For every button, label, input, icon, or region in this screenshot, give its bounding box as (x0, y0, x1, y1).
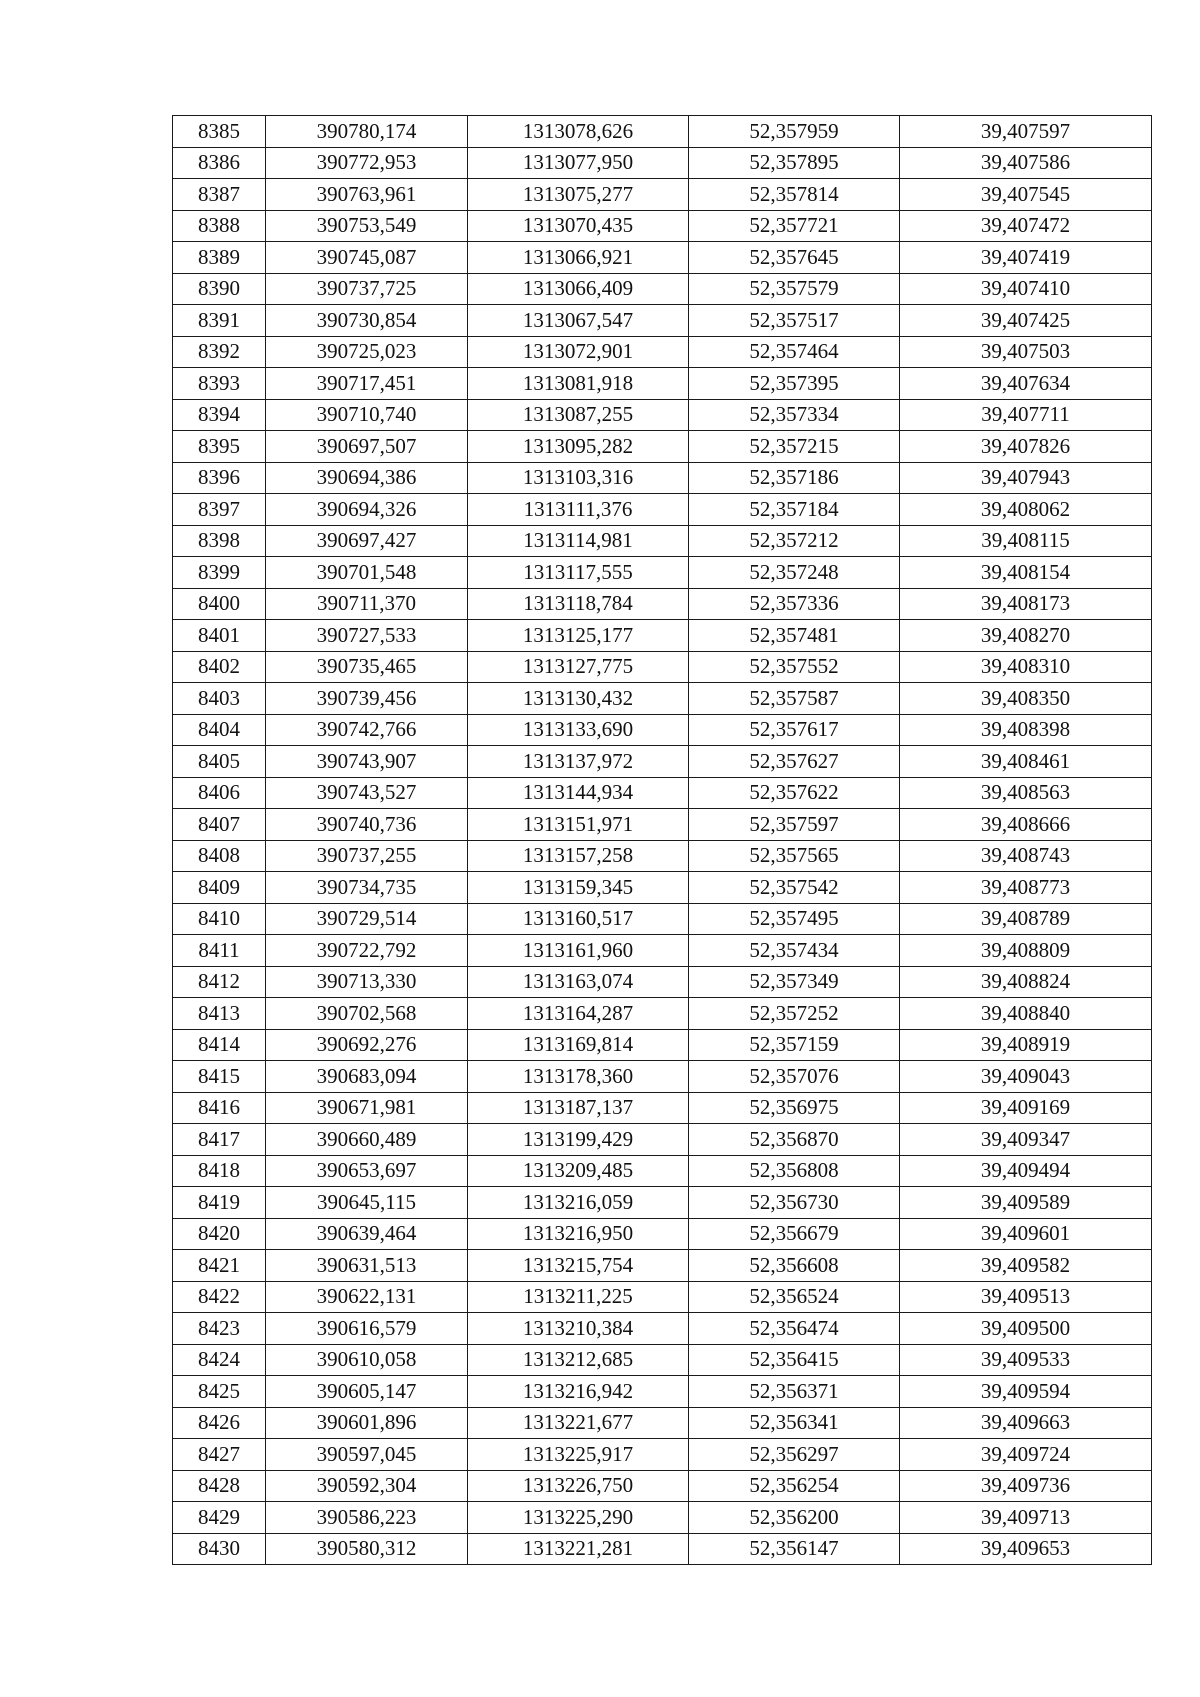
point-number-cell: 8424 (173, 1344, 266, 1376)
y-coordinate-cell: 1313111,376 (468, 494, 689, 526)
table-row (173, 588, 1152, 620)
table-row (173, 1344, 1152, 1376)
y-coordinate-cell: 1313221,677 (468, 1407, 689, 1439)
y-coordinate-cell: 1313087,255 (468, 399, 689, 431)
longitude-cell: 39,409663 (900, 1407, 1152, 1439)
table-row (173, 1502, 1152, 1534)
table-row (173, 305, 1152, 337)
point-number-cell: 8415 (173, 1061, 266, 1093)
y-coordinate-cell: 1313144,934 (468, 777, 689, 809)
y-coordinate-cell: 1313221,281 (468, 1533, 689, 1565)
table-row (173, 1281, 1152, 1313)
point-number-cell: 8395 (173, 431, 266, 463)
table-row (173, 1124, 1152, 1156)
longitude-cell: 39,408809 (900, 935, 1152, 967)
x-coordinate-cell: 390692,276 (266, 1029, 468, 1061)
latitude-cell: 52,357184 (689, 494, 900, 526)
x-coordinate-cell: 390745,087 (266, 242, 468, 274)
x-coordinate-cell: 390753,549 (266, 210, 468, 242)
latitude-cell: 52,356415 (689, 1344, 900, 1376)
point-number-cell: 8386 (173, 147, 266, 179)
x-coordinate-cell: 390639,464 (266, 1218, 468, 1250)
latitude-cell: 52,357215 (689, 431, 900, 463)
x-coordinate-cell: 390722,792 (266, 935, 468, 967)
longitude-cell: 39,409513 (900, 1281, 1152, 1313)
y-coordinate-cell: 1313137,972 (468, 746, 689, 778)
longitude-cell: 39,407826 (900, 431, 1152, 463)
latitude-cell: 52,357579 (689, 273, 900, 305)
latitude-cell: 52,357395 (689, 368, 900, 400)
y-coordinate-cell: 1313212,685 (468, 1344, 689, 1376)
latitude-cell: 52,357617 (689, 714, 900, 746)
point-number-cell: 8427 (173, 1439, 266, 1471)
point-number-cell: 8429 (173, 1502, 266, 1534)
table-row (173, 242, 1152, 274)
longitude-cell: 39,409736 (900, 1470, 1152, 1502)
y-coordinate-cell: 1313078,626 (468, 116, 689, 148)
table-row (173, 1155, 1152, 1187)
y-coordinate-cell: 1313225,917 (468, 1439, 689, 1471)
table-row (173, 179, 1152, 211)
latitude-cell: 52,356524 (689, 1281, 900, 1313)
table-row (173, 1092, 1152, 1124)
longitude-cell: 39,409601 (900, 1218, 1152, 1250)
x-coordinate-cell: 390597,045 (266, 1439, 468, 1471)
x-coordinate-cell: 390701,548 (266, 557, 468, 589)
latitude-cell: 52,357336 (689, 588, 900, 620)
y-coordinate-cell: 1313160,517 (468, 903, 689, 935)
y-coordinate-cell: 1313216,059 (468, 1187, 689, 1219)
x-coordinate-cell: 390697,427 (266, 525, 468, 557)
x-coordinate-cell: 390653,697 (266, 1155, 468, 1187)
longitude-cell: 39,408666 (900, 809, 1152, 841)
longitude-cell: 39,409713 (900, 1502, 1152, 1534)
y-coordinate-cell: 1313066,409 (468, 273, 689, 305)
point-number-cell: 8421 (173, 1250, 266, 1282)
longitude-cell: 39,408743 (900, 840, 1152, 872)
y-coordinate-cell: 1313075,277 (468, 179, 689, 211)
x-coordinate-cell: 390743,907 (266, 746, 468, 778)
point-number-cell: 8422 (173, 1281, 266, 1313)
latitude-cell: 52,357252 (689, 998, 900, 1030)
table-row (173, 809, 1152, 841)
longitude-cell: 39,408115 (900, 525, 1152, 557)
latitude-cell: 52,356808 (689, 1155, 900, 1187)
table-row (173, 494, 1152, 526)
longitude-cell: 39,407597 (900, 116, 1152, 148)
point-number-cell: 8423 (173, 1313, 266, 1345)
longitude-cell: 39,407419 (900, 242, 1152, 274)
longitude-cell: 39,407410 (900, 273, 1152, 305)
table-row (173, 777, 1152, 809)
latitude-cell: 52,356297 (689, 1439, 900, 1471)
point-number-cell: 8418 (173, 1155, 266, 1187)
latitude-cell: 52,357597 (689, 809, 900, 841)
y-coordinate-cell: 1313211,225 (468, 1281, 689, 1313)
longitude-cell: 39,408154 (900, 557, 1152, 589)
x-coordinate-cell: 390725,023 (266, 336, 468, 368)
longitude-cell: 39,407586 (900, 147, 1152, 179)
point-number-cell: 8388 (173, 210, 266, 242)
point-number-cell: 8406 (173, 777, 266, 809)
point-number-cell: 8404 (173, 714, 266, 746)
point-number-cell: 8399 (173, 557, 266, 589)
x-coordinate-cell: 390729,514 (266, 903, 468, 935)
y-coordinate-cell: 1313216,942 (468, 1376, 689, 1408)
y-coordinate-cell: 1313114,981 (468, 525, 689, 557)
table-row (173, 1061, 1152, 1093)
latitude-cell: 52,356608 (689, 1250, 900, 1282)
y-coordinate-cell: 1313210,384 (468, 1313, 689, 1345)
latitude-cell: 52,357587 (689, 683, 900, 715)
longitude-cell: 39,408062 (900, 494, 1152, 526)
latitude-cell: 52,357495 (689, 903, 900, 935)
y-coordinate-cell: 1313226,750 (468, 1470, 689, 1502)
x-coordinate-cell: 390727,533 (266, 620, 468, 652)
x-coordinate-cell: 390735,465 (266, 651, 468, 683)
y-coordinate-cell: 1313187,137 (468, 1092, 689, 1124)
longitude-cell: 39,409594 (900, 1376, 1152, 1408)
point-number-cell: 8426 (173, 1407, 266, 1439)
x-coordinate-cell: 390763,961 (266, 179, 468, 211)
point-number-cell: 8405 (173, 746, 266, 778)
table-row (173, 966, 1152, 998)
table-row (173, 399, 1152, 431)
x-coordinate-cell: 390605,147 (266, 1376, 468, 1408)
point-number-cell: 8403 (173, 683, 266, 715)
longitude-cell: 39,408398 (900, 714, 1152, 746)
longitude-cell: 39,409347 (900, 1124, 1152, 1156)
x-coordinate-cell: 390772,953 (266, 147, 468, 179)
longitude-cell: 39,407634 (900, 368, 1152, 400)
latitude-cell: 52,356679 (689, 1218, 900, 1250)
longitude-cell: 39,409653 (900, 1533, 1152, 1565)
latitude-cell: 52,357627 (689, 746, 900, 778)
table-row (173, 651, 1152, 683)
longitude-cell: 39,407472 (900, 210, 1152, 242)
longitude-cell: 39,408563 (900, 777, 1152, 809)
y-coordinate-cell: 1313163,074 (468, 966, 689, 998)
point-number-cell: 8385 (173, 116, 266, 148)
y-coordinate-cell: 1313127,775 (468, 651, 689, 683)
x-coordinate-cell: 390683,094 (266, 1061, 468, 1093)
x-coordinate-cell: 390694,386 (266, 462, 468, 494)
latitude-cell: 52,357517 (689, 305, 900, 337)
latitude-cell: 52,357565 (689, 840, 900, 872)
y-coordinate-cell: 1313157,258 (468, 840, 689, 872)
table-body (173, 116, 1152, 1565)
table-row (173, 557, 1152, 589)
x-coordinate-cell: 390610,058 (266, 1344, 468, 1376)
point-number-cell: 8407 (173, 809, 266, 841)
y-coordinate-cell: 1313067,547 (468, 305, 689, 337)
longitude-cell: 39,408840 (900, 998, 1152, 1030)
latitude-cell: 52,356254 (689, 1470, 900, 1502)
y-coordinate-cell: 1313159,345 (468, 872, 689, 904)
longitude-cell: 39,408173 (900, 588, 1152, 620)
point-number-cell: 8408 (173, 840, 266, 872)
x-coordinate-cell: 390660,489 (266, 1124, 468, 1156)
point-number-cell: 8389 (173, 242, 266, 274)
table-row (173, 620, 1152, 652)
latitude-cell: 52,357464 (689, 336, 900, 368)
point-number-cell: 8397 (173, 494, 266, 526)
point-number-cell: 8401 (173, 620, 266, 652)
latitude-cell: 52,357159 (689, 1029, 900, 1061)
latitude-cell: 52,357959 (689, 116, 900, 148)
longitude-cell: 39,409724 (900, 1439, 1152, 1471)
latitude-cell: 52,356730 (689, 1187, 900, 1219)
table-row (173, 273, 1152, 305)
table-row (173, 1533, 1152, 1565)
y-coordinate-cell: 1313169,814 (468, 1029, 689, 1061)
latitude-cell: 52,356147 (689, 1533, 900, 1565)
longitude-cell: 39,407711 (900, 399, 1152, 431)
longitude-cell: 39,408270 (900, 620, 1152, 652)
x-coordinate-cell: 390702,568 (266, 998, 468, 1030)
table-row (173, 1029, 1152, 1061)
longitude-cell: 39,409494 (900, 1155, 1152, 1187)
point-number-cell: 8411 (173, 935, 266, 967)
table-row (173, 935, 1152, 967)
y-coordinate-cell: 1313095,282 (468, 431, 689, 463)
longitude-cell: 39,408919 (900, 1029, 1152, 1061)
longitude-cell: 39,408310 (900, 651, 1152, 683)
table-row (173, 746, 1152, 778)
latitude-cell: 52,356200 (689, 1502, 900, 1534)
table-row (173, 431, 1152, 463)
table-row (173, 903, 1152, 935)
point-number-cell: 8398 (173, 525, 266, 557)
longitude-cell: 39,409589 (900, 1187, 1152, 1219)
table-row (173, 147, 1152, 179)
longitude-cell: 39,409533 (900, 1344, 1152, 1376)
y-coordinate-cell: 1313077,950 (468, 147, 689, 179)
longitude-cell: 39,408350 (900, 683, 1152, 715)
latitude-cell: 52,357481 (689, 620, 900, 652)
longitude-cell: 39,407545 (900, 179, 1152, 211)
point-number-cell: 8390 (173, 273, 266, 305)
x-coordinate-cell: 390713,330 (266, 966, 468, 998)
y-coordinate-cell: 1313164,287 (468, 998, 689, 1030)
x-coordinate-cell: 390586,223 (266, 1502, 468, 1534)
table-row (173, 840, 1152, 872)
x-coordinate-cell: 390737,255 (266, 840, 468, 872)
table-row (173, 336, 1152, 368)
point-number-cell: 8402 (173, 651, 266, 683)
y-coordinate-cell: 1313161,960 (468, 935, 689, 967)
point-number-cell: 8392 (173, 336, 266, 368)
table-row (173, 1407, 1152, 1439)
x-coordinate-cell: 390780,174 (266, 116, 468, 148)
x-coordinate-cell: 390697,507 (266, 431, 468, 463)
y-coordinate-cell: 1313117,555 (468, 557, 689, 589)
latitude-cell: 52,357076 (689, 1061, 900, 1093)
latitude-cell: 52,357542 (689, 872, 900, 904)
latitude-cell: 52,357186 (689, 462, 900, 494)
longitude-cell: 39,408789 (900, 903, 1152, 935)
y-coordinate-cell: 1313070,435 (468, 210, 689, 242)
y-coordinate-cell: 1313178,360 (468, 1061, 689, 1093)
x-coordinate-cell: 390592,304 (266, 1470, 468, 1502)
latitude-cell: 52,357248 (689, 557, 900, 589)
longitude-cell: 39,408824 (900, 966, 1152, 998)
y-coordinate-cell: 1313151,971 (468, 809, 689, 841)
latitude-cell: 52,356474 (689, 1313, 900, 1345)
table-row (173, 872, 1152, 904)
point-number-cell: 8420 (173, 1218, 266, 1250)
x-coordinate-cell: 390737,725 (266, 273, 468, 305)
table-row (173, 116, 1152, 148)
x-coordinate-cell: 390717,451 (266, 368, 468, 400)
table-row (173, 1376, 1152, 1408)
point-number-cell: 8391 (173, 305, 266, 337)
latitude-cell: 52,357434 (689, 935, 900, 967)
point-number-cell: 8425 (173, 1376, 266, 1408)
point-number-cell: 8394 (173, 399, 266, 431)
x-coordinate-cell: 390740,736 (266, 809, 468, 841)
longitude-cell: 39,409500 (900, 1313, 1152, 1345)
y-coordinate-cell: 1313103,316 (468, 462, 689, 494)
latitude-cell: 52,357349 (689, 966, 900, 998)
x-coordinate-cell: 390730,854 (266, 305, 468, 337)
x-coordinate-cell: 390645,115 (266, 1187, 468, 1219)
point-number-cell: 8419 (173, 1187, 266, 1219)
table-row (173, 1470, 1152, 1502)
latitude-cell: 52,356870 (689, 1124, 900, 1156)
x-coordinate-cell: 390739,456 (266, 683, 468, 715)
latitude-cell: 52,357721 (689, 210, 900, 242)
y-coordinate-cell: 1313066,921 (468, 242, 689, 274)
latitude-cell: 52,357622 (689, 777, 900, 809)
longitude-cell: 39,407503 (900, 336, 1152, 368)
latitude-cell: 52,356341 (689, 1407, 900, 1439)
table-row (173, 210, 1152, 242)
x-coordinate-cell: 390622,131 (266, 1281, 468, 1313)
point-number-cell: 8413 (173, 998, 266, 1030)
x-coordinate-cell: 390601,896 (266, 1407, 468, 1439)
longitude-cell: 39,408461 (900, 746, 1152, 778)
table-row (173, 683, 1152, 715)
latitude-cell: 52,357212 (689, 525, 900, 557)
y-coordinate-cell: 1313215,754 (468, 1250, 689, 1282)
latitude-cell: 52,357334 (689, 399, 900, 431)
y-coordinate-cell: 1313133,690 (468, 714, 689, 746)
table-row (173, 714, 1152, 746)
table-row (173, 368, 1152, 400)
latitude-cell: 52,357552 (689, 651, 900, 683)
point-number-cell: 8416 (173, 1092, 266, 1124)
table-row (173, 462, 1152, 494)
point-number-cell: 8430 (173, 1533, 266, 1565)
y-coordinate-cell: 1313216,950 (468, 1218, 689, 1250)
y-coordinate-cell: 1313125,177 (468, 620, 689, 652)
point-number-cell: 8393 (173, 368, 266, 400)
longitude-cell: 39,408773 (900, 872, 1152, 904)
x-coordinate-cell: 390671,981 (266, 1092, 468, 1124)
point-number-cell: 8400 (173, 588, 266, 620)
point-number-cell: 8414 (173, 1029, 266, 1061)
y-coordinate-cell: 1313225,290 (468, 1502, 689, 1534)
table-row (173, 1439, 1152, 1471)
x-coordinate-cell: 390580,312 (266, 1533, 468, 1565)
longitude-cell: 39,409582 (900, 1250, 1152, 1282)
latitude-cell: 52,357814 (689, 179, 900, 211)
point-number-cell: 8396 (173, 462, 266, 494)
y-coordinate-cell: 1313209,485 (468, 1155, 689, 1187)
table-row (173, 1187, 1152, 1219)
latitude-cell: 52,357645 (689, 242, 900, 274)
longitude-cell: 39,407425 (900, 305, 1152, 337)
x-coordinate-cell: 390711,370 (266, 588, 468, 620)
table-row (173, 1313, 1152, 1345)
latitude-cell: 52,357895 (689, 147, 900, 179)
coordinates-table (172, 115, 1152, 1565)
longitude-cell: 39,409043 (900, 1061, 1152, 1093)
latitude-cell: 52,356975 (689, 1092, 900, 1124)
y-coordinate-cell: 1313081,918 (468, 368, 689, 400)
y-coordinate-cell: 1313072,901 (468, 336, 689, 368)
point-number-cell: 8409 (173, 872, 266, 904)
point-number-cell: 8428 (173, 1470, 266, 1502)
x-coordinate-cell: 390631,513 (266, 1250, 468, 1282)
table-row (173, 1218, 1152, 1250)
longitude-cell: 39,407943 (900, 462, 1152, 494)
y-coordinate-cell: 1313130,432 (468, 683, 689, 715)
point-number-cell: 8410 (173, 903, 266, 935)
latitude-cell: 52,356371 (689, 1376, 900, 1408)
y-coordinate-cell: 1313199,429 (468, 1124, 689, 1156)
y-coordinate-cell: 1313118,784 (468, 588, 689, 620)
table-row (173, 1250, 1152, 1282)
point-number-cell: 8412 (173, 966, 266, 998)
x-coordinate-cell: 390710,740 (266, 399, 468, 431)
x-coordinate-cell: 390734,735 (266, 872, 468, 904)
point-number-cell: 8417 (173, 1124, 266, 1156)
x-coordinate-cell: 390743,527 (266, 777, 468, 809)
point-number-cell: 8387 (173, 179, 266, 211)
x-coordinate-cell: 390694,326 (266, 494, 468, 526)
table-row (173, 525, 1152, 557)
x-coordinate-cell: 390742,766 (266, 714, 468, 746)
table-row (173, 998, 1152, 1030)
x-coordinate-cell: 390616,579 (266, 1313, 468, 1345)
longitude-cell: 39,409169 (900, 1092, 1152, 1124)
